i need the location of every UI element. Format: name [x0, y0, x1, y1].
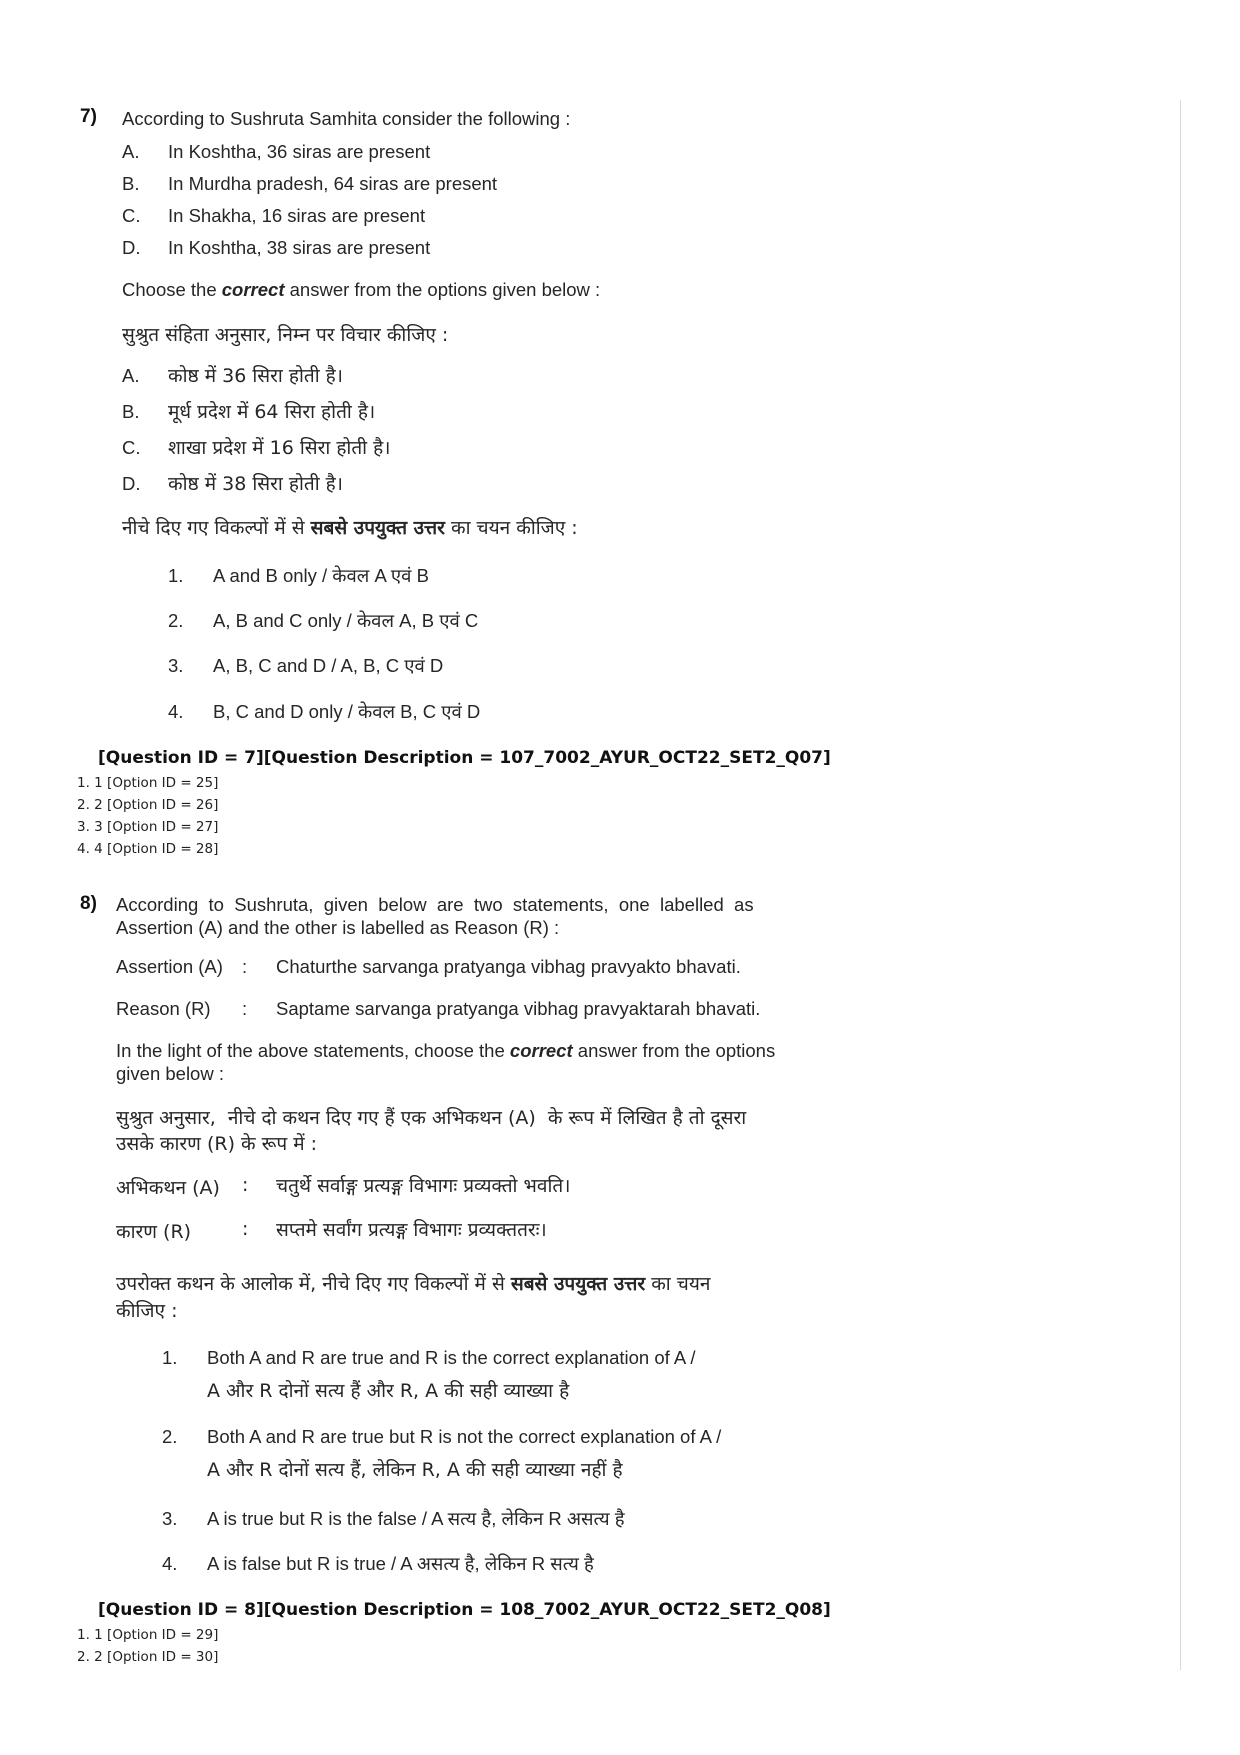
assertion-label: Assertion (A)	[116, 956, 223, 977]
answer-option-text[interactable]: A and B only / केवल A एवं B	[213, 565, 429, 586]
answer-option-text[interactable]: Both A and R are true but R is not the correct explanation of A /	[207, 1426, 722, 1447]
answer-option-number: 4.	[162, 1553, 178, 1574]
answer-option-text[interactable]: A is false but R is true / A असत्य है, लेकिन R सत्य है	[207, 1553, 594, 1574]
statement-letter: B.	[122, 401, 140, 422]
answer-option-number: 1.	[168, 565, 184, 586]
answer-option-text-hindi[interactable]: A और R दोनों सत्य हैं, लेकिन R, A की सही व्याख्या नहीं है	[207, 1459, 623, 1481]
question-stem: Assertion (A) and the other is labelled as Reason (R) :	[116, 917, 560, 938]
statement-letter: B.	[122, 173, 140, 194]
answer-option-number: 2.	[162, 1426, 178, 1447]
statement-letter: D.	[122, 473, 141, 494]
light-instruction: In the light of the above statements, choose the correct answer from the options	[116, 1040, 776, 1061]
question-number: 8)	[80, 893, 97, 914]
page-right-rule	[1180, 100, 1181, 1670]
choose-instruction-hindi: उपरोक्त कथन के आलोक में, नीचे दिए गए विकल्पों में से सबसे उपयुक्त उत्तर का चयन	[116, 1273, 711, 1295]
question-stem: According to Sushruta, given below are two statements, one labelled as	[116, 894, 754, 915]
statement-letter: C.	[122, 437, 141, 458]
question-stem: According to Sushruta Samhita consider the following :	[122, 108, 571, 129]
answer-option-text[interactable]: B, C and D only / केवल B, C एवं D	[213, 701, 481, 722]
question-number: 7)	[80, 106, 97, 127]
answer-option-number: 2.	[168, 610, 184, 631]
assertion-label-hindi: अभिकथन (A)	[116, 1177, 220, 1199]
answer-option-number: 1.	[162, 1347, 178, 1368]
statement-text: In Koshtha, 38 siras are present	[168, 237, 431, 258]
assertion-colon: :	[242, 956, 248, 977]
choose-instruction-hindi-line2: कीजिए :	[116, 1300, 178, 1322]
statement-text-hindi: कोष्ठ में 36 सिरा होती है।	[168, 365, 343, 387]
option-id-line: 2. 2 [Option ID = 30]	[77, 1649, 219, 1665]
answer-option-number: 4.	[168, 701, 184, 722]
statement-text-hindi: कोष्ठ में 38 सिरा होती है।	[168, 473, 343, 495]
question-stem-hindi: सुश्रुत संहिता अनुसार, निम्न पर विचार कीजिए :	[122, 324, 449, 346]
reason-text: Saptame sarvanga pratyanga vibhag pravyaktarah bhavati.	[276, 998, 761, 1019]
assertion-text-hindi: चतुर्थे सर्वाङ्ग प्रत्यङ्ग विभागः प्रव्यक्तो भवति।	[276, 1175, 571, 1197]
reason-colon: :	[242, 1218, 249, 1240]
option-id-line: 3. 3 [Option ID = 27]	[77, 819, 219, 835]
choose-instruction-hindi: नीचे दिए गए विकल्पों में से सबसे उपयुक्त उत्तर का चयन कीजिए :	[122, 517, 578, 539]
answer-option-text[interactable]: A, B, C and D / A, B, C एवं D	[213, 655, 444, 676]
reason-text-hindi: सप्तमे सर्वांग प्रत्यङ्ग विभागः प्रव्यक्ततरः।	[276, 1219, 547, 1241]
assertion-colon: :	[242, 1174, 249, 1196]
light-instruction-line2: given below :	[116, 1063, 224, 1084]
answer-option-text[interactable]: A is true but R is the false / A सत्य है, लेकिन R असत्य है	[207, 1508, 625, 1529]
statement-text-hindi: मूर्ध प्रदेश में 64 सिरा होती है।	[168, 401, 376, 423]
statement-text: In Murdha pradesh, 64 siras are present	[168, 173, 498, 194]
statement-text: In Shakha, 16 siras are present	[168, 205, 426, 226]
option-id-line: 1. 1 [Option ID = 29]	[77, 1627, 219, 1643]
answer-option-text-hindi[interactable]: A और R दोनों सत्य हैं और R, A की सही व्याख्या है	[207, 1380, 570, 1402]
answer-option-number: 3.	[162, 1508, 178, 1529]
answer-option-text[interactable]: A, B and C only / केवल A, B एवं C	[213, 610, 479, 631]
assertion-text: Chaturthe sarvanga pratyanga vibhag pravyakto bhavati.	[276, 956, 741, 977]
question-stem-hindi: सुश्रुत अनुसार, नीचे दो कथन दिए गए हैं एक अभिकथन (A) के रूप में लिखित है तो दूसरा	[116, 1107, 747, 1129]
question-meta: [Question ID = 8][Question Description = 108_7002_AYUR_OCT22_SET2_Q08]	[98, 1600, 831, 1620]
answer-option-number: 3.	[168, 655, 184, 676]
question-meta: [Question ID = 7][Question Description = 107_7002_AYUR_OCT22_SET2_Q07]	[98, 748, 831, 768]
statement-letter: A.	[122, 365, 140, 386]
answer-option-text[interactable]: Both A and R are true and R is the correct explanation of A /	[207, 1347, 696, 1368]
reason-colon: :	[242, 998, 248, 1019]
statement-text: In Koshtha, 36 siras are present	[168, 141, 431, 162]
option-id-line: 4. 4 [Option ID = 28]	[77, 841, 219, 857]
option-id-line: 1. 1 [Option ID = 25]	[77, 775, 219, 791]
statement-letter: C.	[122, 205, 141, 226]
option-id-line: 2. 2 [Option ID = 26]	[77, 797, 219, 813]
statement-letter: A.	[122, 141, 140, 162]
reason-label: Reason (R)	[116, 998, 211, 1019]
reason-label-hindi: कारण (R)	[116, 1221, 192, 1243]
statement-text-hindi: शाखा प्रदेश में 16 सिरा होती है।	[168, 437, 391, 459]
statement-letter: D.	[122, 237, 141, 258]
question-stem-hindi-line2: उसके कारण (R) के रूप में :	[116, 1133, 318, 1155]
choose-instruction: Choose the correct answer from the options given below :	[122, 279, 601, 300]
